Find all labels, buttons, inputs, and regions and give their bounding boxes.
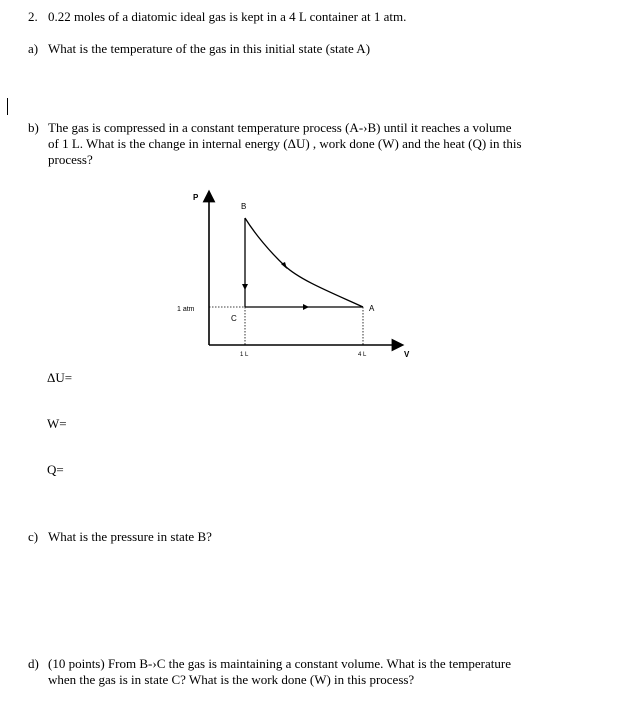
question-stem: 0.22 moles of a diatomic ideal gas is kept in a 4 L container at 1 atm.	[48, 9, 407, 24]
v-axis-label: V	[404, 350, 410, 359]
work-prompt: W=	[47, 416, 67, 431]
isotherm-curve-a-to-b	[245, 218, 363, 307]
volume-tick-4l: 4 L	[358, 352, 367, 358]
question-number: 2.	[28, 9, 38, 24]
part-d-line-1: (10 points) From B-›C the gas is maintaining a constant volume. What is the temperature	[48, 656, 511, 671]
part-b-line-1: The gas is compressed in a constant temperature process (A-›B) until it reaches a volume	[48, 120, 512, 135]
point-b-label: B	[241, 202, 247, 211]
point-c-label: C	[231, 314, 237, 323]
volume-tick-1l: 1 L	[240, 352, 249, 358]
p-axis-label: P	[193, 193, 199, 202]
part-c-label: c)	[28, 529, 39, 544]
part-b-line-2: of 1 L. What is the change in internal energy (ΔU) , work done (W) and the heat (Q) in this	[48, 136, 522, 151]
part-d-line-2: when the gas is in state C? What is the work done (W) in this process?	[48, 672, 415, 687]
point-a-label: A	[369, 304, 375, 313]
heat-prompt: Q=	[47, 462, 64, 477]
part-d-label: d)	[28, 656, 39, 671]
part-a-label: a)	[28, 41, 39, 56]
isobaric-arrow	[303, 304, 309, 310]
pressure-tick-label: 1 atm	[177, 306, 195, 313]
part-b-label: b)	[28, 120, 39, 135]
part-b-line-3: process?	[48, 152, 93, 167]
part-a-text: What is the temperature of the gas in this initial state (state A)	[48, 41, 371, 56]
part-c-text: What is the pressure in state B?	[48, 529, 212, 544]
part-d-text	[48, 656, 511, 688]
delta-u-prompt: ΔU=	[47, 370, 73, 385]
isochoric-arrow	[242, 284, 248, 290]
